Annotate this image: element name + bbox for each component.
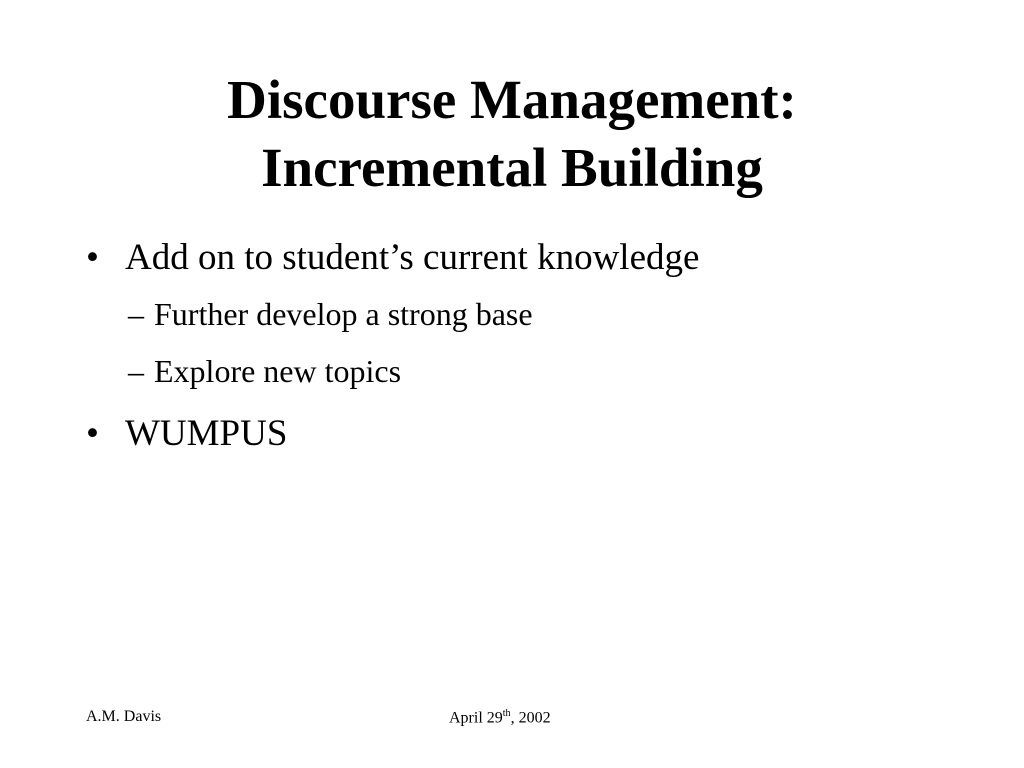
title-line-1: Discourse Management: <box>227 69 797 130</box>
bullet-text: WUMPUS <box>125 413 288 454</box>
bullet-text: Add on to student’s current knowledge <box>125 237 700 278</box>
bullet-list <box>84 232 984 460</box>
footer-date <box>449 708 551 727</box>
sub-bullet-list <box>125 286 984 400</box>
bullet-item <box>84 232 984 400</box>
footer-date-suffix: , 2002 <box>510 709 551 727</box>
footer-date-prefix: April 29 <box>449 709 503 727</box>
dash-icon: – <box>128 353 144 389</box>
title-line-2: Incremental Building <box>261 137 763 198</box>
slide-title <box>0 66 1024 202</box>
footer-date-superscript: th <box>502 708 511 719</box>
sub-bullet-text: Further develop a strong base <box>154 296 533 332</box>
footer-author: A.M. Davis <box>86 708 162 725</box>
sub-bullet-item <box>125 343 984 400</box>
sub-bullet-item <box>125 286 984 343</box>
dash-icon: – <box>128 296 144 332</box>
bullet-icon: • <box>86 413 99 454</box>
bullet-icon: • <box>86 237 99 278</box>
sub-bullet-text: Explore new topics <box>154 353 402 389</box>
bullet-item <box>84 408 984 460</box>
